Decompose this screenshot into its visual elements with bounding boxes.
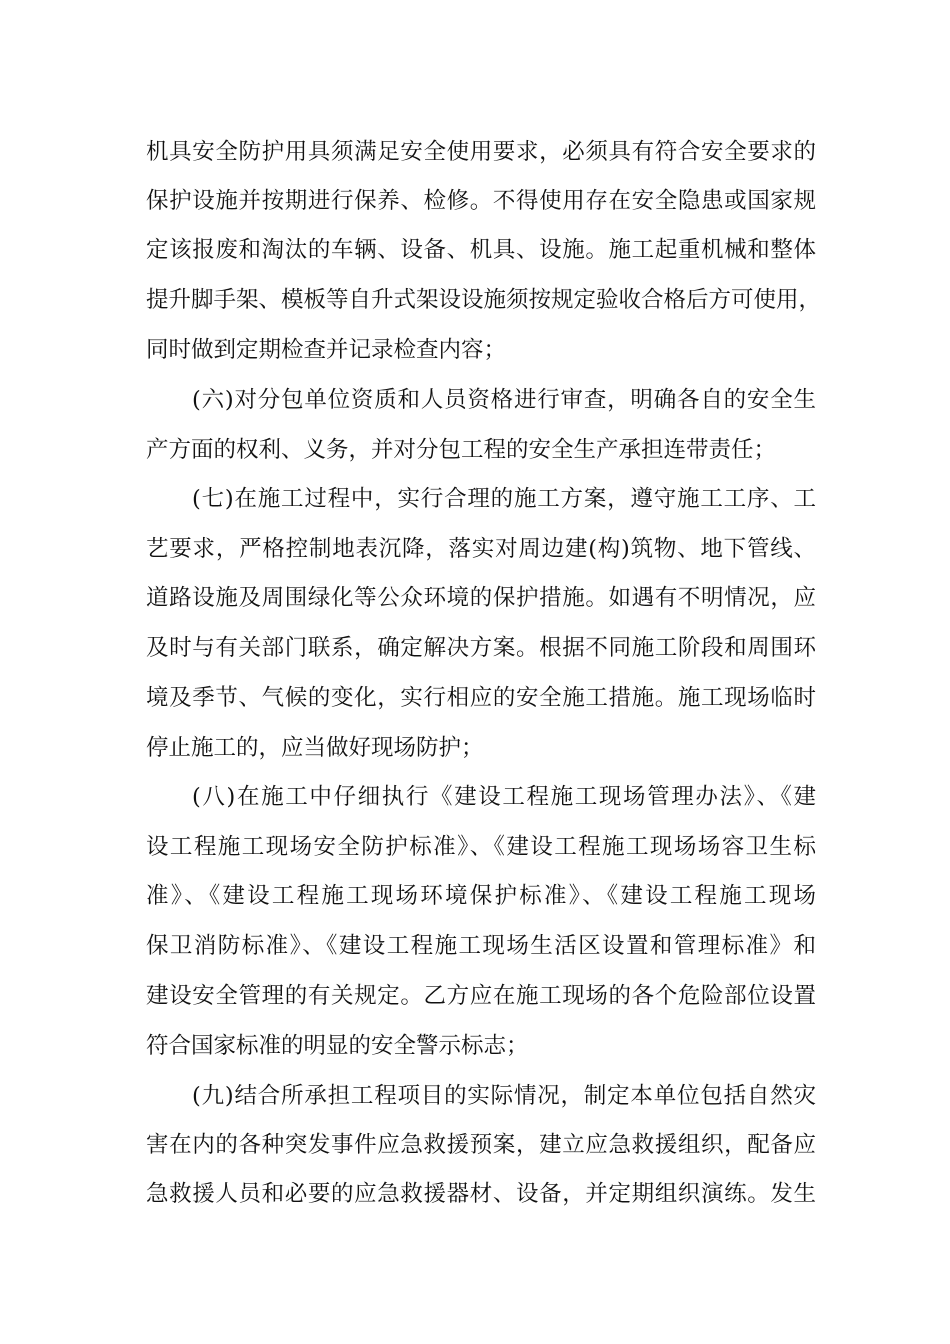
text-line: 机具安全防护用具须满足安全使用要求，必须具有符合安全要求的 [146,139,816,165]
text-line: 同时做到定期检查并记录检查内容； [146,337,507,363]
paragraph-9-line: (九)结合所承担工程项目的实际情况，制定本单位包括自然灾 [192,1083,816,1109]
text-line: 提升脚手架、模板等自升式架设设施须按规定验收合格后方可使用， [146,287,822,313]
text-line: 及时与有关部门联系，确定解决方案。根据不同施工阶段和周围环 [146,635,816,661]
text-line: 艺要求，严格控制地表沉降，落实对周边建(构)筑物、地下管线、 [146,536,816,562]
text-line: 定该报废和淘汰的车辆、设备、机具、设施。施工起重机械和整体 [146,237,816,263]
text-line: 境及季节、气候的变化，实行相应的安全施工措施。施工现场临时 [146,685,816,711]
text-line: 符合国家标准的明显的安全警示标志； [146,1033,529,1059]
paragraph-8-line: (八)在施工中仔细执行《建设工程施工现场管理办法》、《建 [192,784,816,810]
text-line: 害在内的各种突发事件应急救援预案，建立应急救援组织，配备应 [146,1132,816,1158]
text-line: 道路设施及周围绿化等公众环境的保护措施。如遇有不明情况，应 [146,585,816,611]
text-line: 产方面的权利、义务，并对分包工程的安全生产承担连带责任； [146,437,777,463]
text-line: 保护设施并按期进行保养、检修。不得使用存在安全隐患或国家规 [146,188,816,214]
text-line: 急救援人员和必要的应急救援器材、设备，并定期组织演练。发生 [146,1181,816,1207]
text-line: 保卫消防标准》、《建设工程施工现场生活区设置和管理标准》和 [146,933,816,959]
paragraph-6-line: (六)对分包单位资质和人员资格进行审查，明确各自的安全生 [192,387,816,413]
text-line: 设工程施工现场安全防护标准》、《建设工程施工现场场容卫生标 [146,834,816,860]
text-line: 停止施工的，应当做好现场防护； [146,735,484,761]
paragraph-7-line: (七)在施工过程中，实行合理的施工方案，遵守施工工序、工 [192,486,816,512]
text-line: 建设安全管理的有关规定。乙方应在施工现场的各个危险部位设置 [146,983,816,1009]
text-line: 准》、《建设工程施工现场环境保护标准》、《建设工程施工现场 [146,883,816,909]
